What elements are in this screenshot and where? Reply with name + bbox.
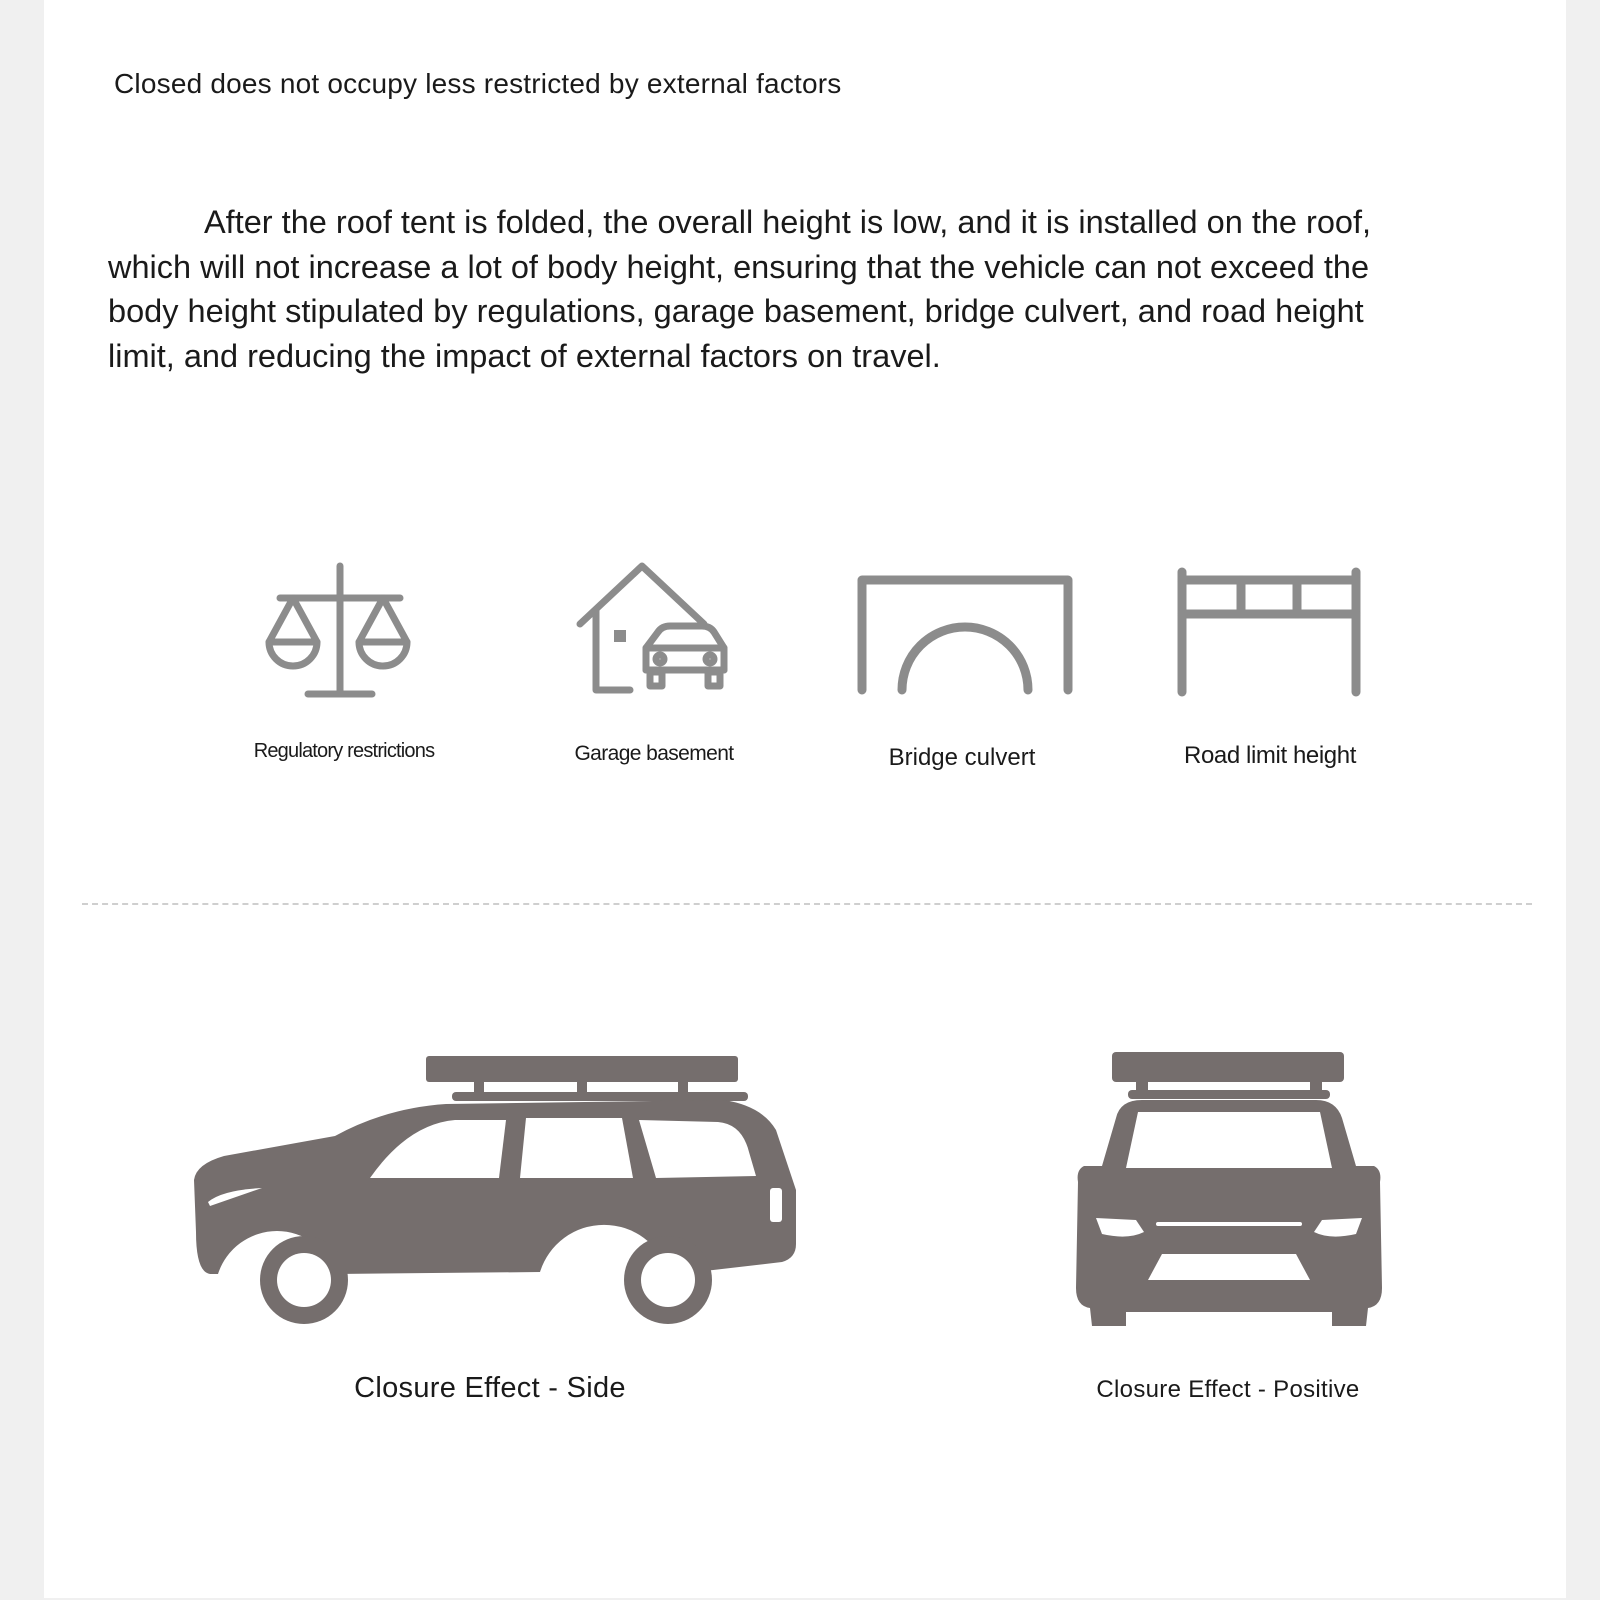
bridge-culvert-icon xyxy=(856,574,1074,696)
scales-icon xyxy=(264,562,412,700)
caption-front-view: Closure Effect - Positive xyxy=(1096,1376,1360,1403)
section-heading: Closed does not occupy less restricted by external factors xyxy=(114,68,842,99)
car-front-roof-tent-icon xyxy=(1070,1050,1388,1328)
feature-label-bridge: Bridge culvert xyxy=(888,744,1036,771)
garage-house-car-icon xyxy=(574,562,730,702)
feature-label-road-limit: Road limit height xyxy=(1184,742,1356,769)
intro-paragraph: After the roof tent is folded, the overall height is low, and it is installed on the roof, which will not increase a lot of body height, ensuring that the vehicle can not exceed the body height stipulated by regulations, garage basement, bridge culvert, and road height limit, and reducing the impact of external factors on travel. xyxy=(108,204,1372,374)
feature-label-regulatory: Regulatory restrictions xyxy=(253,740,435,762)
feature-label-garage: Garage basement xyxy=(574,742,734,765)
height-limit-gantry-icon xyxy=(1170,566,1366,698)
caption-side-view: Closure Effect - Side xyxy=(354,1372,626,1404)
car-side-roof-tent-icon xyxy=(190,1052,802,1332)
section-divider xyxy=(82,903,1532,905)
